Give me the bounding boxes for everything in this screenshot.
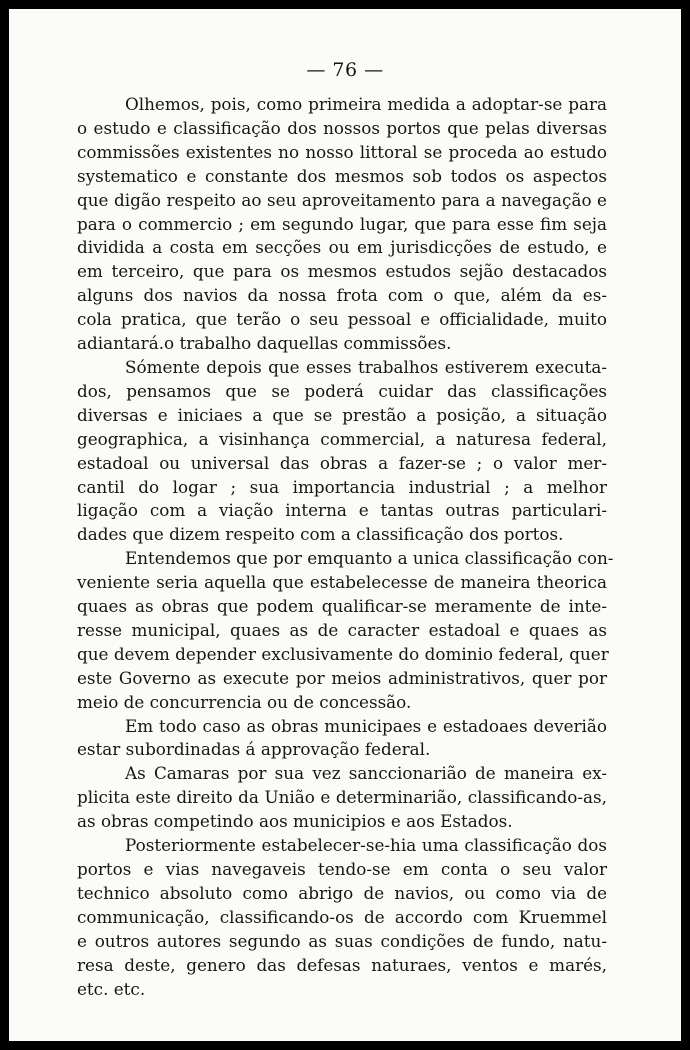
text-line: que devem depender exclusivamente do dominio federal, quer: [77, 643, 609, 664]
text-line: quaes as obras que podem qualificar-se meramente de inte-: [77, 596, 607, 617]
text-line: Posteriormente estabelecer-se-hia uma classificação dos: [125, 835, 607, 856]
page-number: — 76 —: [306, 59, 384, 81]
text-line: systematico e constante dos mesmos sob todos os aspectos: [77, 165, 607, 186]
paragraph: [77, 834, 607, 1001]
text-line: dividida a costa em secções ou em jurisdicções de estudo, e: [77, 237, 607, 258]
text-line: communicação, classificando-os de accordo com Kruemmel: [77, 906, 607, 927]
text-line: commissões existentes no nosso littoral se proceda ao estudo: [77, 141, 607, 162]
text-line: estar subordinadas á approvação federal.: [77, 739, 431, 760]
text-line: cantil do logar ; sua importancia industrial ; a melhor: [77, 476, 607, 497]
text-line: Olhemos, pois, como primeira medida a adoptar-se para: [125, 94, 607, 114]
text-line: o estudo e classificação dos nossos portos que pelas diversas: [77, 117, 607, 138]
text-line: que digão respeito ao seu aproveitamento para a navegação e: [77, 189, 607, 210]
body-text: [77, 93, 614, 1001]
paragraph: [77, 356, 607, 547]
text-line: portos e vias navegaveis tendo-se em conta o seu valor: [77, 859, 607, 879]
text-line: technico absoluto como abrigo de navios, ou como via de: [77, 882, 607, 903]
text-line: Entendemos que por emquanto a unica classificação con-: [125, 548, 614, 569]
text-line: as obras competindo aos municipios e aos Estados.: [77, 811, 513, 832]
text-line: meio de concurrencia ou de concessão.: [77, 691, 412, 712]
text-line: para o commercio ; em segundo lugar, que para esse fim seja: [77, 213, 607, 234]
book-page: [9, 9, 681, 1041]
paragraph: [77, 547, 614, 714]
text-line: alguns dos navios da nossa frota com o que, além da es-: [77, 285, 607, 306]
text-line: Sómente depois que esses trabalhos estiverem executa-: [125, 356, 607, 377]
text-line: adiantará.o trabalho daquellas commissões.: [77, 333, 452, 354]
text-line: etc. etc.: [77, 978, 146, 999]
text-line: As Camaras por sua vez sanccionarião de maneira ex-: [125, 763, 607, 784]
text-line: este Governo as execute por meios administrativos, quer por: [77, 667, 607, 688]
text-line: Em todo caso as obras municipaes e estadoaes deverião: [125, 715, 607, 736]
text-line: plicita este direito da União e determinarião, classificando-as,: [77, 787, 607, 808]
text-line: veniente seria aquella que estabelecesse de maneira theorica: [77, 572, 607, 593]
text-line: dos, pensamos que se poderá cuidar das classificações: [77, 380, 607, 401]
text-line: dades que dizem respeito com a classificação dos portos.: [77, 524, 564, 545]
paragraph: [77, 715, 607, 763]
text-line: e outros autores segundo as suas condições de fundo, natu-: [77, 930, 607, 951]
text-line: em terceiro, que para os mesmos estudos sejão destacados: [77, 261, 607, 282]
text-line: cola pratica, que terão o seu pessoal e officialidade, muito: [77, 309, 607, 330]
text-line: estadoal ou universal das obras a fazer-se ; o valor mer-: [77, 452, 607, 473]
paragraph: [77, 93, 607, 356]
text-line: ligação com a viação interna e tantas outras particulari-: [77, 500, 607, 521]
text-line: resa deste, genero das defesas naturaes, ventos e marés,: [77, 954, 607, 975]
paragraph: [77, 762, 607, 834]
text-line: resse municipal, quaes as de caracter estadoal e quaes as: [77, 619, 607, 640]
text-line: diversas e iniciaes a que se prestão a posição, a situação: [77, 404, 607, 425]
text-line: geographica, a visinhança commercial, a naturesa federal,: [77, 428, 607, 449]
